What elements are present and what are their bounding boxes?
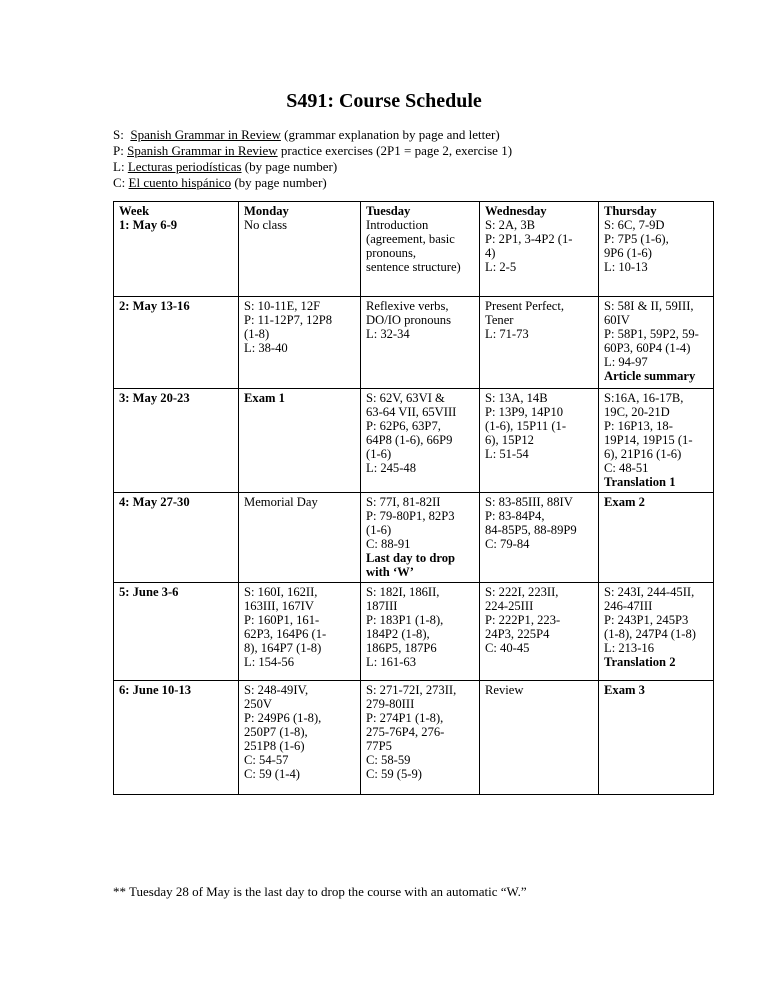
cell-line: S: 58I & II, 59III, bbox=[604, 299, 694, 313]
cell-line: C: 59 (1-4) bbox=[244, 767, 300, 781]
cell-line: (1-8) bbox=[244, 327, 270, 341]
cell-line: 6), 21P16 (1-6) bbox=[604, 447, 682, 461]
footnote: ** Tuesday 28 of May is the last day to drop the course with an automatic “W.” bbox=[113, 884, 527, 899]
cell-line: P: 13P9, 14P10 bbox=[485, 405, 564, 419]
thursday-cell bbox=[599, 681, 714, 795]
wednesday-cell bbox=[480, 583, 599, 681]
cell-line: Translation 1 bbox=[604, 475, 676, 489]
cell-line: with ‘W’ bbox=[366, 565, 414, 579]
cell-line: 186P5, 187P6 bbox=[366, 641, 437, 655]
cell-line: S: 243I, 244-45II, bbox=[604, 585, 695, 599]
legend-line bbox=[113, 175, 512, 191]
cell-line: 275-76P4, 276- bbox=[366, 725, 445, 739]
legend-book-title: El cuento hispánico bbox=[128, 175, 232, 190]
cell-line: 4) bbox=[485, 246, 496, 260]
cell-line: DO/IO pronouns bbox=[366, 313, 452, 327]
cell-line: C: 58-59 bbox=[366, 753, 411, 767]
cell-line: 246-47III bbox=[604, 599, 653, 613]
cell-line: P: 183P1 (1-8), bbox=[366, 613, 444, 627]
cell-line: P: 7P5 (1-6), bbox=[604, 232, 669, 246]
cell-line: 6), 15P12 bbox=[485, 433, 534, 447]
cell-line: S: 62V, 63VI & bbox=[366, 391, 445, 405]
cell-line: C: 48-51 bbox=[604, 461, 649, 475]
week-label: 2: May 13-16 bbox=[119, 299, 190, 313]
week-cell bbox=[114, 297, 239, 389]
cell-line: S:16A, 16-17B, bbox=[604, 391, 684, 405]
table-row bbox=[114, 583, 714, 681]
cell-line: (1-8), 247P4 (1-8) bbox=[604, 627, 696, 641]
monday-cell bbox=[239, 389, 361, 493]
cell-line: 250P7 (1-8), bbox=[244, 725, 308, 739]
cell-line: (1-6) bbox=[366, 523, 392, 537]
cell-line: L: 71-73 bbox=[485, 327, 529, 341]
cell-line: 251P8 (1-6) bbox=[244, 739, 305, 753]
thursday-cell bbox=[599, 202, 714, 297]
cell-line: Monday bbox=[244, 204, 289, 218]
cell-line: P: 274P1 (1-8), bbox=[366, 711, 444, 725]
cell-line: 62P3, 164P6 (1- bbox=[244, 627, 327, 641]
cell-line: 64P8 (1-6), 66P9 bbox=[366, 433, 453, 447]
cell-line: Tener bbox=[485, 313, 514, 327]
cell-line: Exam 1 bbox=[244, 391, 285, 405]
legend-line bbox=[113, 159, 512, 175]
cell-line: 250V bbox=[244, 697, 272, 711]
cell-line: C: 59 (5-9) bbox=[366, 767, 422, 781]
week-cell bbox=[114, 202, 239, 297]
legend-book-title: Spanish Grammar in Review bbox=[130, 127, 281, 142]
cell-line: Translation 2 bbox=[604, 655, 676, 669]
monday-cell bbox=[239, 202, 361, 297]
thursday-cell bbox=[599, 493, 714, 583]
cell-line: 60P3, 60P4 (1-4) bbox=[604, 341, 691, 355]
cell-line: Tuesday bbox=[366, 204, 411, 218]
cell-line: Review bbox=[485, 683, 524, 697]
wednesday-cell bbox=[480, 202, 599, 297]
cell-line: L: 154-56 bbox=[244, 655, 295, 669]
thursday-cell bbox=[599, 583, 714, 681]
week-label: Week bbox=[119, 204, 150, 218]
cell-line: L: 161-63 bbox=[366, 655, 417, 669]
cell-line: Present Perfect, bbox=[485, 299, 565, 313]
cell-line: Exam 2 bbox=[604, 495, 645, 509]
cell-line: 187III bbox=[366, 599, 398, 613]
cell-line: No class bbox=[244, 218, 288, 232]
week-label: 3: May 20-23 bbox=[119, 391, 190, 405]
legend-book-title: Spanish Grammar in Review bbox=[127, 143, 278, 158]
cell-line: sentence structure) bbox=[366, 260, 461, 274]
cell-line: S: 160I, 162II, bbox=[244, 585, 318, 599]
table-row bbox=[114, 681, 714, 795]
cell-line: P: 58P1, 59P2, 59- bbox=[604, 327, 699, 341]
cell-line: L: 10-13 bbox=[604, 260, 648, 274]
cell-line: Memorial Day bbox=[244, 495, 318, 509]
week-label: 6: June 10-13 bbox=[119, 683, 192, 697]
cell-line: Wednesday bbox=[485, 204, 547, 218]
cell-line: P: 249P6 (1-8), bbox=[244, 711, 322, 725]
cell-line: S: 77I, 81-82II bbox=[366, 495, 441, 509]
cell-line: 19P14, 19P15 (1- bbox=[604, 433, 693, 447]
table-row bbox=[114, 493, 714, 583]
cell-line: P: 243P1, 245P3 bbox=[604, 613, 689, 627]
cell-line: P: 16P13, 18- bbox=[604, 419, 673, 433]
legend-prefix: L: bbox=[113, 159, 128, 174]
legend-description: (grammar explanation by page and letter) bbox=[280, 127, 500, 142]
legend-line bbox=[113, 127, 512, 143]
cell-line: L: 94-97 bbox=[604, 355, 648, 369]
wednesday-cell bbox=[480, 681, 599, 795]
thursday-cell bbox=[599, 297, 714, 389]
week-cell bbox=[114, 493, 239, 583]
tuesday-cell bbox=[361, 389, 480, 493]
cell-line: L: 51-54 bbox=[485, 447, 529, 461]
cell-line: L: 32-34 bbox=[366, 327, 410, 341]
cell-line: S: 13A, 14B bbox=[485, 391, 548, 405]
week-cell bbox=[114, 681, 239, 795]
cell-line: P: 2P1, 3-4P2 (1- bbox=[485, 232, 573, 246]
legend-prefix: C: bbox=[113, 175, 129, 190]
cell-line: 19C, 20-21D bbox=[604, 405, 670, 419]
cell-line: 184P2 (1-8), bbox=[366, 627, 430, 641]
cell-line: S: 271-72I, 273II, bbox=[366, 683, 457, 697]
legend-book-title: Lecturas periodísticas bbox=[127, 159, 242, 174]
cell-line: 8), 164P7 (1-8) bbox=[244, 641, 322, 655]
cell-line: (agreement, basic bbox=[366, 232, 455, 246]
cell-line: S: 248-49IV, bbox=[244, 683, 309, 697]
cell-line: pronouns, bbox=[366, 246, 417, 260]
tuesday-cell bbox=[361, 493, 480, 583]
cell-line: Thursday bbox=[604, 204, 657, 218]
cell-line: C: 40-45 bbox=[485, 641, 530, 655]
legend-prefix: P: bbox=[113, 143, 128, 158]
cell-line: 63-64 VII, 65VIII bbox=[366, 405, 457, 419]
tuesday-cell bbox=[361, 202, 480, 297]
legend bbox=[113, 127, 512, 191]
legend-description: (by page number) bbox=[231, 175, 327, 190]
monday-cell bbox=[239, 583, 361, 681]
cell-line: L: 38-40 bbox=[244, 341, 288, 355]
cell-line: C: 54-57 bbox=[244, 753, 289, 767]
cell-line: S: 222I, 223II, bbox=[485, 585, 559, 599]
cell-line: 77P5 bbox=[366, 739, 392, 753]
cell-line: P: 62P6, 63P7, bbox=[366, 419, 441, 433]
cell-line: L: 2-5 bbox=[485, 260, 517, 274]
cell-line: 24P3, 225P4 bbox=[485, 627, 550, 641]
cell-line: (1-6), 15P11 (1- bbox=[485, 419, 567, 433]
table-row bbox=[114, 389, 714, 493]
cell-line: C: 79-84 bbox=[485, 537, 530, 551]
cell-line: P: 79-80P1, 82P3 bbox=[366, 509, 455, 523]
cell-line: 9P6 (1-6) bbox=[604, 246, 652, 260]
tuesday-cell bbox=[361, 297, 480, 389]
cell-line: 279-80III bbox=[366, 697, 415, 711]
tuesday-cell bbox=[361, 681, 480, 795]
legend-prefix: S: bbox=[113, 127, 131, 142]
table-row bbox=[114, 202, 714, 297]
cell-line: P: 11-12P7, 12P8 bbox=[244, 313, 333, 327]
thursday-cell bbox=[599, 389, 714, 493]
tuesday-cell bbox=[361, 583, 480, 681]
cell-line: C: 88-91 bbox=[366, 537, 411, 551]
cell-line: L: 213-16 bbox=[604, 641, 655, 655]
week-cell bbox=[114, 583, 239, 681]
table-row bbox=[114, 297, 714, 389]
cell-line: 84-85P5, 88-89P9 bbox=[485, 523, 577, 537]
monday-cell bbox=[239, 297, 361, 389]
cell-line: P: 83-84P4, bbox=[485, 509, 545, 523]
cell-line: 60IV bbox=[604, 313, 630, 327]
cell-line: S: 182I, 186II, bbox=[366, 585, 440, 599]
week-cell bbox=[114, 389, 239, 493]
page-title: S491: Course Schedule bbox=[286, 90, 482, 112]
legend-description: practice exercises (2P1 = page 2, exercise 1) bbox=[277, 143, 513, 158]
cell-line: Last day to drop bbox=[366, 551, 455, 565]
monday-cell bbox=[239, 493, 361, 583]
wednesday-cell bbox=[480, 493, 599, 583]
cell-line: P: 222P1, 223- bbox=[485, 613, 561, 627]
cell-line: 163III, 167IV bbox=[244, 599, 314, 613]
cell-line: (1-6) bbox=[366, 447, 392, 461]
cell-line: S: 2A, 3B bbox=[485, 218, 536, 232]
cell-line: S: 83-85III, 88IV bbox=[485, 495, 573, 509]
week-label: 1: May 6-9 bbox=[119, 218, 178, 232]
cell-line: Exam 3 bbox=[604, 683, 645, 697]
cell-line: 224-25III bbox=[485, 599, 534, 613]
cell-line: P: 160P1, 161- bbox=[244, 613, 320, 627]
cell-line: Reflexive verbs, bbox=[366, 299, 449, 313]
cell-line: L: 245-48 bbox=[366, 461, 417, 475]
monday-cell bbox=[239, 681, 361, 795]
legend-line bbox=[113, 143, 512, 159]
cell-line: S: 6C, 7-9D bbox=[604, 218, 665, 232]
wednesday-cell bbox=[480, 389, 599, 493]
cell-line: Article summary bbox=[604, 369, 696, 383]
week-label: 5: June 3-6 bbox=[119, 585, 179, 599]
cell-line: S: 10-11E, 12F bbox=[244, 299, 321, 313]
cell-line: Introduction bbox=[366, 218, 429, 232]
legend-description: (by page number) bbox=[241, 159, 338, 174]
week-label: 4: May 27-30 bbox=[119, 495, 190, 509]
schedule-table bbox=[113, 201, 714, 795]
wednesday-cell bbox=[480, 297, 599, 389]
